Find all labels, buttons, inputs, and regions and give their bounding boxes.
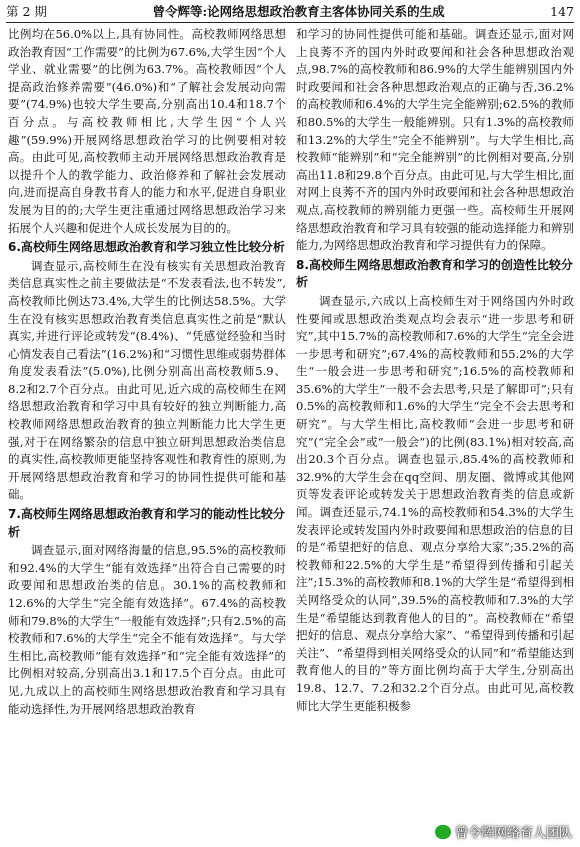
wechat-icon [435, 825, 451, 839]
watermark-text: 曾令辉网络育人团队 [454, 826, 572, 841]
paragraph: 调查显示,面对网络海量的信息,95.5%的高校教师和92.4%的大学生“能有效选择”出符合自己需要的时政要闻和思想政治类的信息。30.1%的高校教师和12.6%的大学生“完全能有效选择”。67.4%的高校教师和79.8%的大学生“一般能有效选择”;只有2.5%的高校教师和7.6%的大学生“完全不能有效选择”。与大学生相比,高校教师“能有效选择”和“完全能有效选择”的比例相对较高,分别高出3.1和17.5个百分点。由此可见,九成以上的高校师生网络思想政治教育和学习具有能动选择性,为开展网络思想政治教育 [8, 543, 286, 716]
paragraph: 比例均在56.0%以上,具有协同性。高校教师网络思想政治教育因“工作需要”的比例为67.6%,大学生因“个人学业、就业需要”的比例为63.7%。高校教师因“个人提高政治修养需要”(46.0%)和“了解社会发展动向需要”(74.9%)也较大学生要高,分别高出10.4和18.7个百分点。与高校教师相比,大学生因“个人兴趣”(59.9%)开展网络思想政治学习的比例要相对较高。由此可见,高校教师主动开展网络思想政治教育是以提升个人的教学能力、政治修养和了解社会发展动向,进而提高自身教书育人的能力和水平,促进自身职业发展为目的的;大学生更注重通过网络思想政治学习来拓展个人兴趣和促进个人成长发展为目的的。 [8, 27, 286, 235]
page-header [6, 0, 574, 23]
paragraph: 和学习的协同性提供可能和基础。调查还显示,面对网上良莠不齐的国内外时政要闻和社会各种思想政治观点,98.7%的高校教师和86.9%的大学生能辨别国内外时政要闻和社会各种思想政治观点的正确与否,36.2%的高校教师和6.4%的大学生完全能辨别;62.5%的教师和80.5%的大学生一般能辨别。只有1.3%的高校教师和13.2%的大学生“完全不能辨别”。与大学生相比,高校教师“能辨别”和“完全能辨别”的比例相对要高,分别高出11.8和29.8个百分点。由此可见,与大学生相比,面对网上良莠不齐的国内外时政要闻和社会各种思想政治观点,高校教师的辨别能力更强一些。高校师生开展网络思想政治教育和学习具有较强的能动选择能力和辨别能力,为网络思想政治教育和学习提供有力的保障。 [296, 27, 574, 253]
paragraph: 调查显示,六成以上高校师生对于网络国内外时政性要闻或思想政治类观点均会表示“进一步思考和研究”,其中15.7%的高校教师和7.6%的大学生“完全会进一步思考和研究”;67.4%的高校教师和55.2%的大学生“一般会进一步思考和研究”;16.5%的高校教师和35.6%的大学生“一般不会去思考,只是了解即可”;只有0.5%的高校教师和1.6%的大学生“完全不会去思考和研究”。与大学生相比,高校教师“会进一步思考和研究”(“完全会”或“一般会”)的比例(83.1%)相对较高,高出20.3个百分点。调查也显示,85.4%的高校教师和32.9%的大学生会在qq空间、朋友圈、微博或其他网页等发表评论或转发关于思想政治教育类的信息或新闻。调查还显示,74.1%的高校教师和54.3%的大学生发表评论或转发国内外时政要闻和思想政治的信息的目的是“希望把好的信息、观点分享给大家”;35.2%的高校教师和22.5%的大学生是“希望得到传播和引起关注”;15.3%的高校教师和8.1%的大学生是“希望得到相关网络受众的认同”,39.5%的高校教师和7.3%的大学生是“希望能达到教育他人的目的”。高校教师在“希望把好的信息、观点分享给大家”、“希望得到传播和引起关注”、“希望得到相关网络受众的认同”和“希望能达到教育他人的目的”等方面比例均高于大学生,分别高出19.8、12.7、7.2和32.2个百分点。由此可见,高校教师比大学生更能积极参 [296, 293, 574, 713]
watermark [435, 822, 572, 841]
page-number: 147 [550, 3, 574, 19]
left-column [8, 26, 286, 847]
right-column [296, 26, 574, 847]
running-title: 曾令辉等:论网络思想政治教育主客体协同关系的生成 [152, 4, 445, 19]
section-heading-6: 6.高校师生网络思想政治教育和学习独立性比较分析 [8, 240, 285, 255]
section-heading-8: 8.高校师生网络思想政治教育和学习的创造性比较分析 [296, 257, 573, 290]
body-columns [8, 26, 574, 847]
issue-number: 第 2 期 [6, 4, 47, 19]
section-heading-7: 7.高校师生网络思想政治教育和学习的能动性比较分析 [8, 507, 285, 539]
paragraph: 调查显示,高校师生在没有核实有关思想政治教育类信息真实性之前主要做法是“不发表看法,也不转发”,高校教师比例达73.4%,大学生的比例达58.5%。大学生在没有核实思想政治教育类信息真实性之前是“默认真实,并进行评论或转发”(8.4%)、“凭感觉经验和当时心情发表自己看法”(16.2%)和“习惯性思维或弱势群体角度发表看法”(5.0%),比例分别高出高校教师5.9、8.2和2.7个百分点。由此可见,近六成的高校师生在网络思想政治教育和学习中具有较好的独立判断能力,高校教师网络思想政治教育的独立判断能力比大学生更强,对于在网络繁杂的信息中独立研判思想政治类信息的真实性,高校教师更能坚持客观性和教育性的原则,为开展网络思想政治教育和学习的协同性提供可能和基础。 [8, 258, 286, 502]
